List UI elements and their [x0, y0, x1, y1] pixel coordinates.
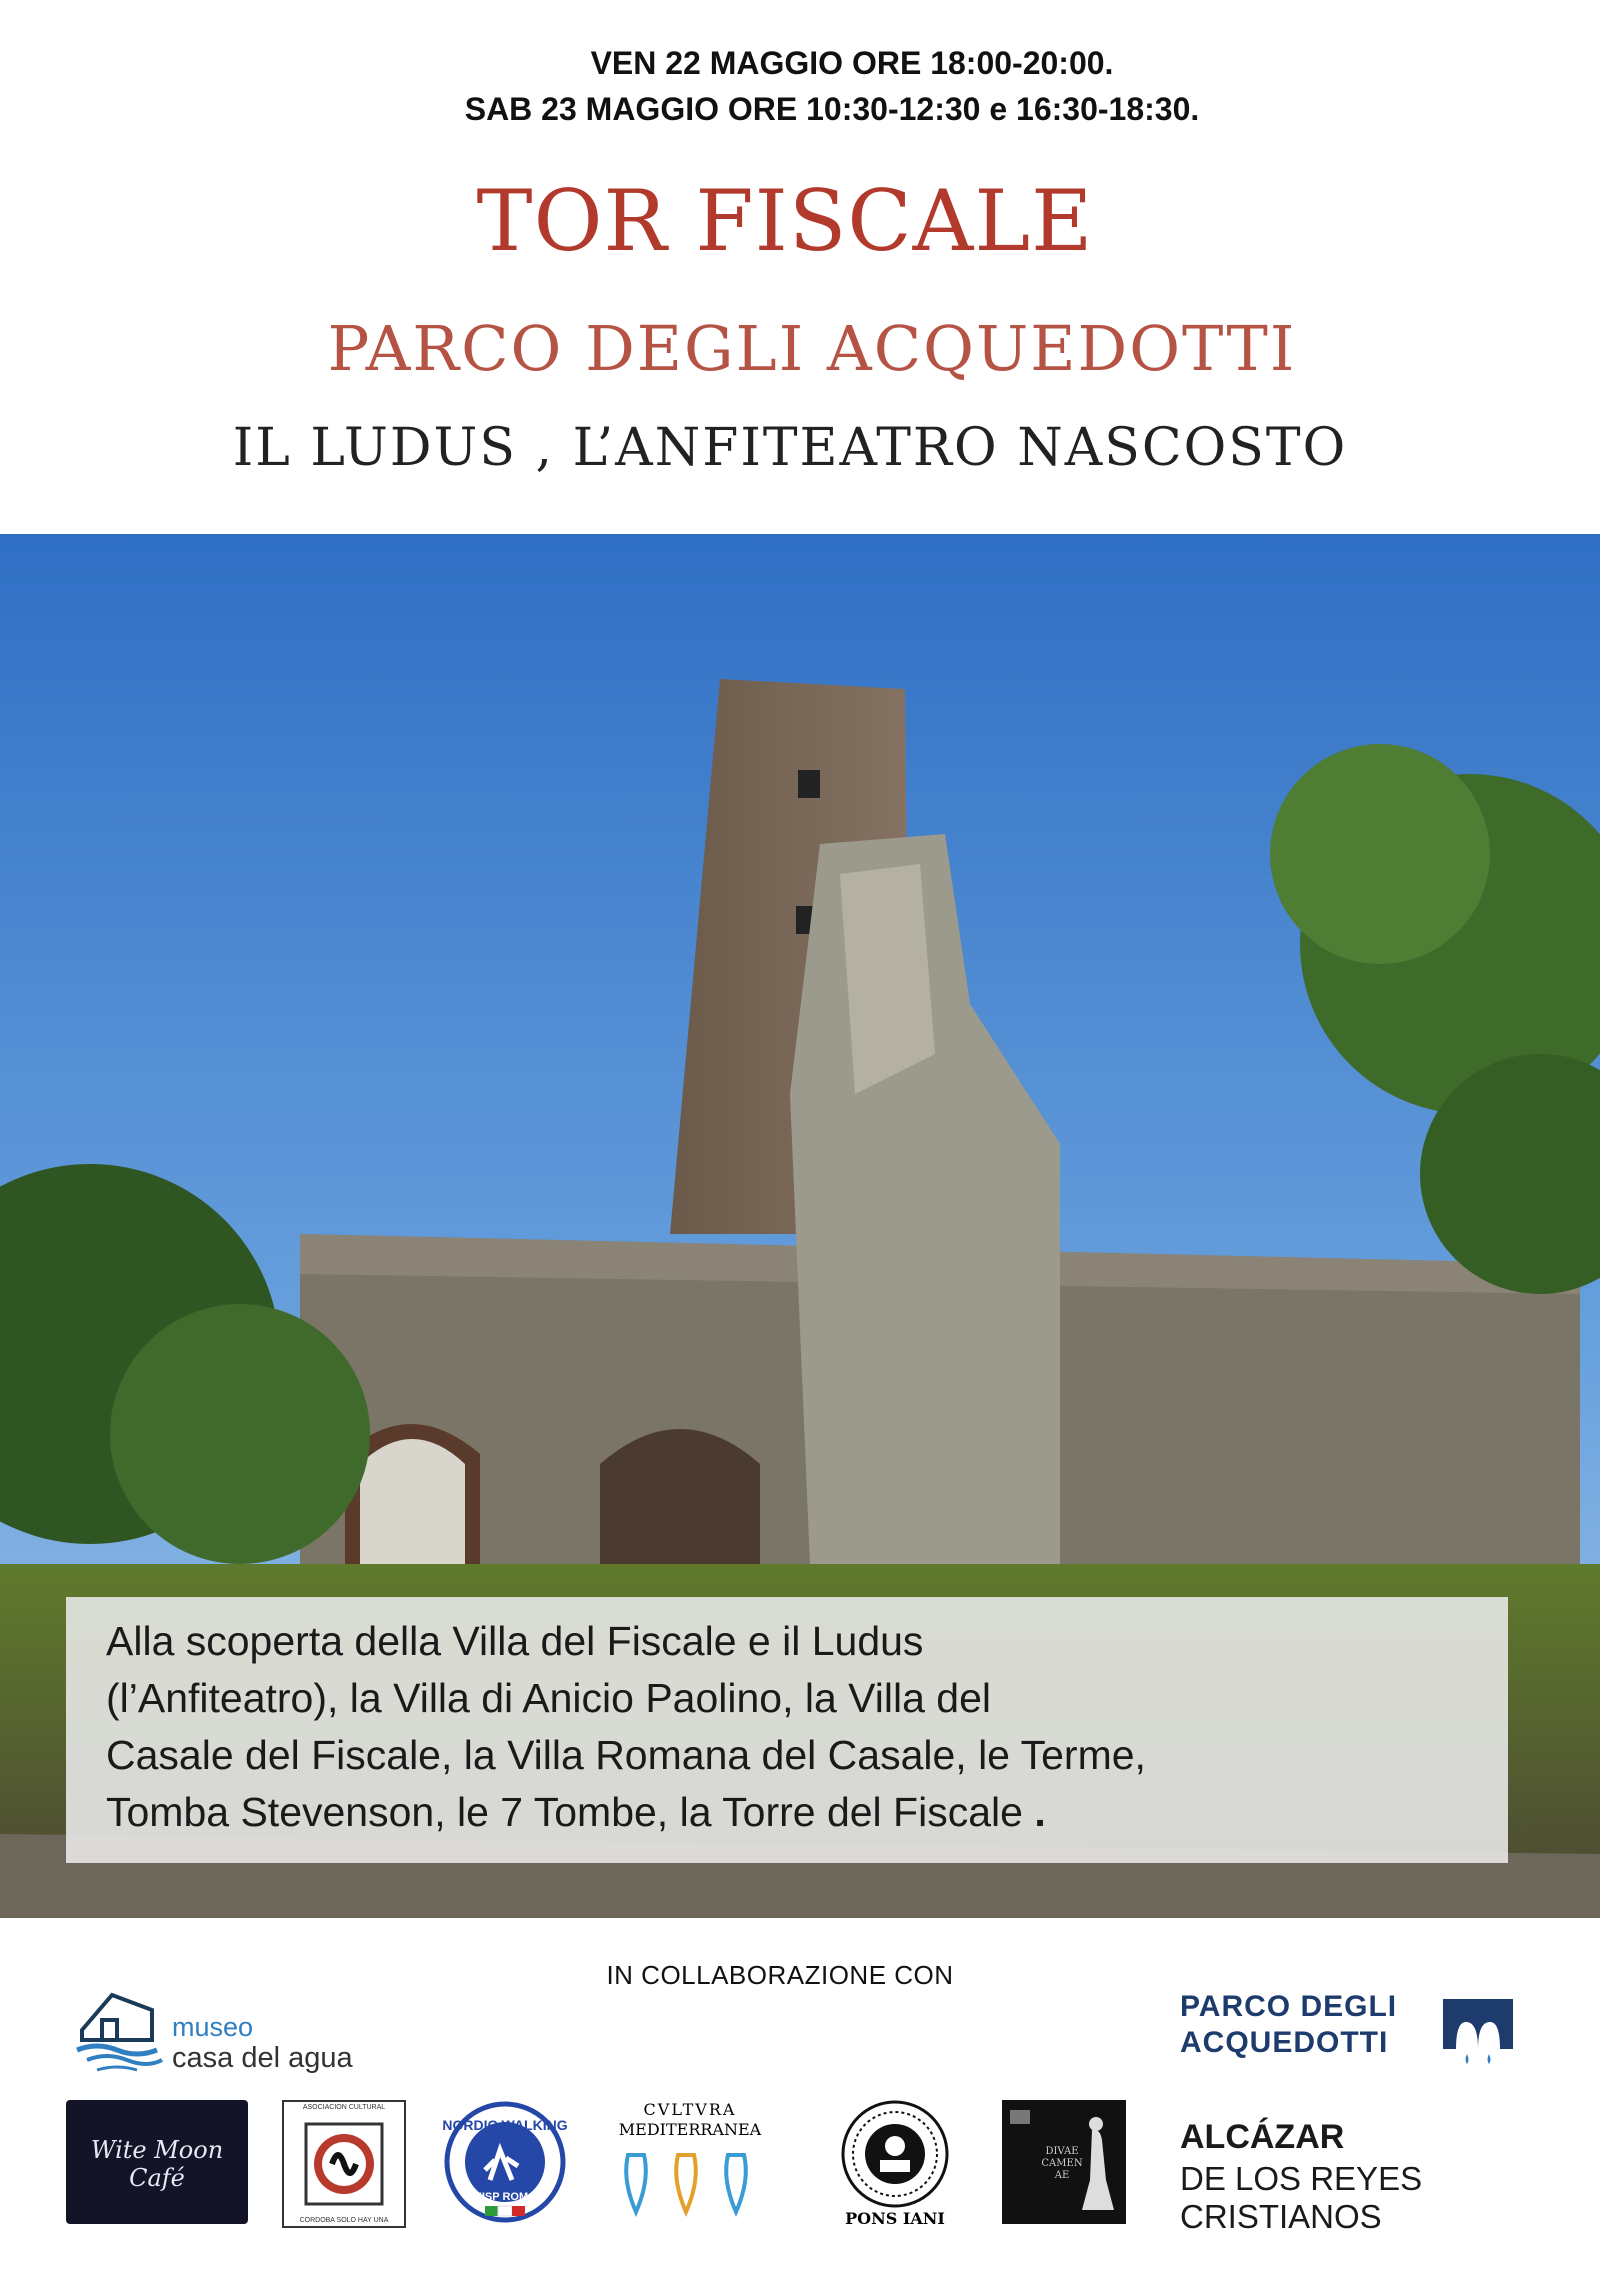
collaboration-heading-text: IN COLLABORAZIONE CON — [606, 1960, 954, 1990]
date-line-2: SAB 23 MAGGIO ORE 10:30-12:30 e 16:30-18:30. — [464, 91, 1200, 127]
page-subtitle — [0, 312, 1600, 385]
alcazar-logo — [1180, 2118, 1540, 2235]
page-title-text: TOR FISCALE — [476, 172, 1094, 270]
caption-end-mark: . — [1034, 1789, 1046, 1835]
house-water-icon — [72, 1980, 172, 2080]
caption-line-1: Alla scoperta della Villa del Fiscale e il Ludus — [106, 1618, 924, 1664]
event-dates — [0, 40, 1600, 132]
museo-label: museo — [172, 2012, 254, 2042]
parco-acquedotti-logo — [1180, 1990, 1520, 2070]
divae-camenae-text: DIVAE CAMEN AE — [1041, 2146, 1083, 2181]
alcazar-line-1: ALCÁZAR — [1180, 2118, 1345, 2156]
cordoba-emblem-icon — [284, 2102, 404, 2226]
page-title — [0, 172, 1600, 270]
nordic-walking-text: NORDIC WALKING — [442, 2117, 568, 2133]
caption-text — [66, 1597, 1508, 1841]
nordic-walking-icon — [440, 2100, 570, 2224]
parco-logo-line-1: PARCO DEGLI — [1180, 1990, 1398, 2023]
wite-moon-cafe-logo — [66, 2100, 248, 2224]
cultura-line-2: MEDITERRANEA — [618, 2120, 762, 2139]
cordoba-bottom-text: CORDOBA SOLO HAY UNA — [299, 2217, 389, 2224]
cultura-line-1: CVLTVRA — [643, 2100, 737, 2119]
aqueduct-arch-icon — [1438, 1994, 1518, 2064]
cultura-mediterranea-logo — [610, 2100, 770, 2224]
cordoba-top-text: ASOCIACION CULTURAL — [302, 2104, 386, 2111]
cordoba-association-logo — [282, 2100, 406, 2228]
caption-box — [66, 1597, 1508, 1863]
page-subtitle-text: PARCO DEGLI ACQUEDOTTI — [327, 312, 1297, 385]
pons-iani-logo — [830, 2100, 960, 2228]
parco-logo-line-2: ACQUEDOTTI — [1180, 2026, 1389, 2059]
caption-line-4: Tomba Stevenson, le 7 Tombe, la Torre del Fiscale — [106, 1789, 1023, 1835]
pons-iani-emblem-icon — [830, 2100, 960, 2224]
alcazar-line-2: DE LOS REYES CRISTIANOS — [1180, 2160, 1423, 2235]
page-tagline — [0, 418, 1600, 478]
divae-camenae-logo — [1002, 2100, 1126, 2224]
page-tagline-text: IL LUDUS , L’ANFITEATRO NASCOSTO — [232, 418, 1348, 478]
caption-line-3: Casale del Fiscale, la Villa Romana del Casale, le Terme, — [106, 1732, 1146, 1778]
nordic-walking-logo — [440, 2100, 570, 2224]
date-line-1: VEN 22 MAGGIO ORE 18:00-20:00. — [590, 45, 1114, 81]
wite-moon-cafe-text: Wite Moon Café — [90, 2136, 224, 2192]
nordic-walking-sub: UISP ROMA — [473, 2191, 537, 2203]
museo-casa-del-agua-logo — [72, 1980, 392, 2090]
pons-iani-text: PONS IANI — [845, 2209, 945, 2228]
caption-line-2: (l’Anfiteatro), la Villa di Anicio Paolino, la Villa del — [106, 1675, 992, 1721]
casa-del-agua-label: casa del agua — [172, 2042, 353, 2074]
